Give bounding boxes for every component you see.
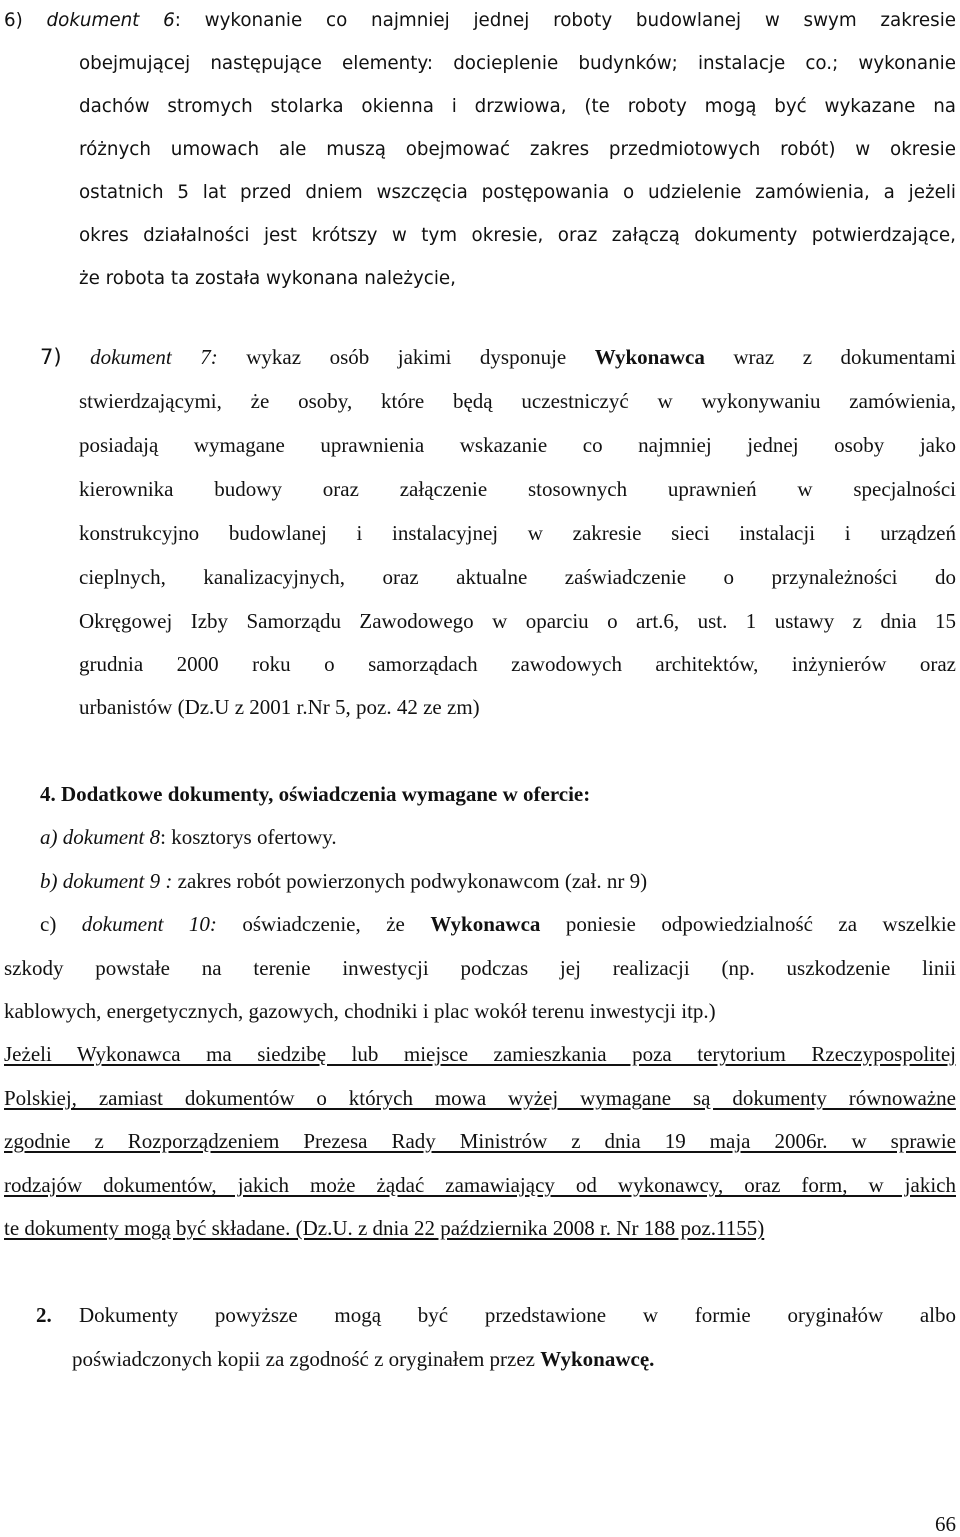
item-a: a) dokument 8: kosztorys ofertowy. xyxy=(40,825,337,849)
section-4-heading: 4. Dodatkowe dokumenty, oświadczenia wymagane w ofercie: xyxy=(40,782,591,806)
wykonawca-bold: Wykonawca xyxy=(594,345,705,369)
foreign-line-5: te dokumenty mogą być składane. (Dz.U. z dnia 22 października 2008 r. Nr 188 poz.1155) xyxy=(4,1216,765,1240)
foreign-line-4: rodzajów dokumentów, jakich może żądać zamawiający od wykonawcy, oraz form, w jakich xyxy=(4,1173,956,1197)
item-6-line-5: ostatnich 5 lat przed dniem wszczęcia postępowania o udzielenie zamówienia, a jeżeli xyxy=(79,182,956,203)
item-c-line-1: c) dokument 10: oświadczenie, że Wykonawca poniesie odpowiedzialność za wszelkie xyxy=(40,912,956,936)
item-7-number: 7) xyxy=(40,345,62,369)
item-7-line-6: cieplnych, kanalizacyjnych, oraz aktualne zaświadczenie o przynależności do xyxy=(79,565,956,589)
item-7-line-2: stwierdzającymi, że osoby, które będą uczestniczyć w wykonywaniu zamówienia, xyxy=(79,389,956,413)
item-c-line-2: szkody powstałe na terenie inwestycji podczas jej realizacji (np. uszkodzenie linii xyxy=(4,956,956,980)
section-2-line-2: poświadczonych kopii za zgodność z oryginałem przez Wykonawcę. xyxy=(72,1347,655,1371)
item-a-label: a) dokument 8 xyxy=(40,825,161,849)
item-b-label: b) dokument 9 : xyxy=(40,869,173,893)
item-7-line-9: urbanistów (Dz.U z 2001 r.Nr 5, poz. 42 ze zm) xyxy=(79,695,480,719)
item-7-line-8: grudnia 2000 roku o samorządach zawodowych architektów, inżynierów oraz xyxy=(79,652,956,676)
item-6-line-7: że robota ta została wykonana należycie, xyxy=(79,268,456,289)
foreign-line-3: zgodnie z Rozporządzeniem Prezesa Rady Ministrów z dnia 19 maja 2006r. w sprawie xyxy=(4,1129,956,1153)
item-7-line-1: 7) dokument 7: wykaz osób jakimi dysponuje Wykonawca wraz z dokumentami xyxy=(40,345,957,369)
foreign-line-1: Jeżeli Wykonawca ma siedzibę lub miejsce zamieszkania poza terytorium Rzeczypospolitej xyxy=(4,1042,956,1066)
wykonawca-bold: Wykonawca xyxy=(430,912,541,936)
page-number: 66 xyxy=(935,1512,956,1536)
foreign-line-2: Polskiej, zamiast dokumentów o których mowa wyżej wymagane są dokumenty równoważne xyxy=(4,1086,956,1110)
item-6-line-4: różnych umowach ale muszą obejmować zakres przedmiotowych robót) w okresie xyxy=(79,139,956,160)
item-c-doc-label: dokument 10: xyxy=(81,912,217,936)
item-6-line-2: obejmującej następujące elementy: docieplenie budynków; instalacje co.; wykonanie xyxy=(79,53,956,74)
item-7-line-5: konstrukcyjno budowlanej i instalacyjnej w zakresie sieci instalacji i urządzeń xyxy=(79,521,956,545)
section-2-line-1: Dokumenty powyższe mogą być przedstawione w formie oryginałów albo xyxy=(79,1303,956,1327)
item-b: b) dokument 9 : zakres robót powierzonych podwykonawcom (zał. nr 9) xyxy=(40,869,648,893)
item-6-number: 6) xyxy=(4,10,23,31)
item-7-line-4: kierownika budowy oraz załączenie stosownych uprawnień w specjalności xyxy=(79,477,956,501)
item-6-line-1: 6) dokument 6: wykonanie co najmniej jednej roboty budowlanej w swym zakresie xyxy=(4,10,957,31)
item-6-line-6: okres działalności jest krótszy w tym okresie, oraz załączą dokumenty potwierdzające, xyxy=(79,225,956,246)
item-7-line-3: posiadają wymagane uprawnienia wskazanie co najmniej jednej osoby jako xyxy=(79,433,956,457)
item-c-line-3: kablowych, energetycznych, gazowych, chodniki i plac wokół terenu inwestycji itp.) xyxy=(4,999,716,1023)
section-2-number: 2. xyxy=(36,1303,52,1327)
item-7-line-7: Okręgowej Izby Samorządu Zawodowego w oparciu o art.6, ust. 1 ustawy z dnia 15 xyxy=(79,609,956,633)
item-6-line-3: dachów stromych stolarka okienna i drzwiowa, (te roboty mogą być wykazane na xyxy=(79,96,956,117)
wykonawce-bold: Wykonawcę. xyxy=(540,1347,655,1371)
item-6-doc-label: dokument 6 xyxy=(46,10,175,31)
item-7-doc-label: dokument 7: xyxy=(90,345,218,369)
